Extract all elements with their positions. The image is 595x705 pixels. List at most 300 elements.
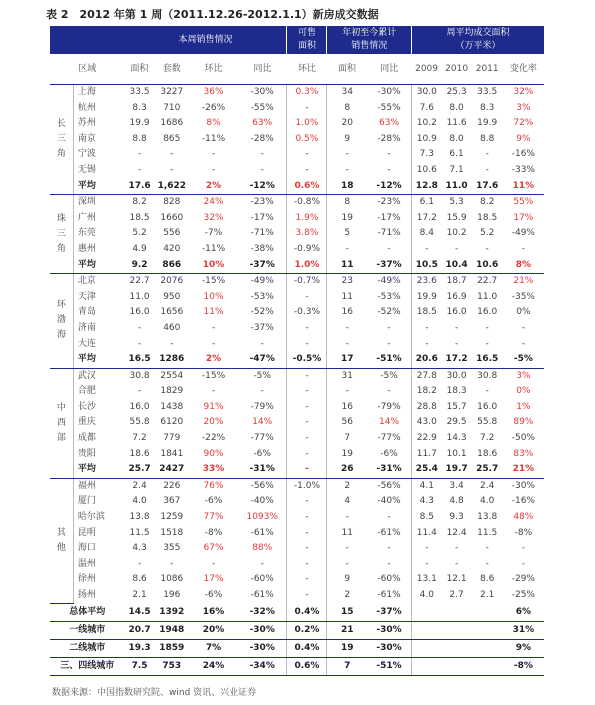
cell-p09: -	[412, 242, 442, 258]
cell-chg: -8%	[514, 527, 533, 538]
city-name: 温州	[73, 557, 124, 573]
cell-area: -	[137, 149, 142, 160]
cell-p10: 14.3	[446, 433, 467, 444]
cell-units: 1829	[160, 386, 184, 397]
table-row	[50, 101, 544, 117]
cell-units: 1286	[155, 352, 189, 368]
header-weekly: 本周销售情况	[125, 26, 287, 54]
cell-avail: -1.0%	[287, 478, 327, 494]
cell-cumyoy: -79%	[377, 401, 401, 412]
summary-blank	[412, 640, 503, 658]
cell-cum: 4	[327, 494, 367, 510]
cell-cumyoy: -23%	[377, 197, 401, 208]
cell-units: 2076	[160, 276, 184, 287]
cell-p10: 16.0	[446, 307, 467, 318]
cell-area: 25.7	[125, 462, 155, 478]
cell-mom: -22%	[201, 433, 226, 444]
cell-cum: -	[327, 557, 367, 573]
cell-area: -	[137, 164, 142, 175]
cell-p11: 8.3	[480, 102, 495, 113]
cell-area: 8.8	[132, 133, 147, 144]
cell-units: 1518	[160, 527, 184, 538]
cell-p10: 9.3	[449, 512, 464, 523]
col-2010: 2010	[442, 54, 472, 85]
table-row	[50, 321, 544, 337]
cell-p09: 4.1	[412, 478, 442, 494]
city-name: 平均	[73, 352, 124, 368]
region-average-row	[50, 179, 544, 195]
cell-area: 22.7	[129, 276, 150, 287]
col-cum-yoy: 同比	[367, 54, 412, 85]
cell-p09: 43.0	[412, 415, 442, 431]
header-group-row	[50, 26, 544, 54]
cell-area: 7.5	[125, 658, 155, 676]
cell-cumyoy: -17%	[377, 212, 401, 223]
cell-p10: 30.0	[446, 370, 467, 381]
cell-p11: 30.8	[477, 370, 498, 381]
cell-yoy: -	[260, 164, 264, 175]
cell-yoy: -60%	[250, 574, 274, 585]
cell-units: 1656	[160, 307, 184, 318]
cell-cumyoy: -12%	[367, 179, 412, 195]
cell-mom: 91%	[203, 401, 224, 412]
cell-yoy: -52%	[250, 307, 274, 318]
cell-yoy: -12%	[238, 179, 287, 195]
cell-p10: 15.9	[446, 212, 467, 223]
cell-cumyoy: -71%	[377, 228, 401, 239]
cell-avail: -	[287, 368, 327, 384]
cell-units: 1660	[160, 212, 184, 223]
cell-mom: 2%	[189, 352, 238, 368]
cell-area: 19.3	[125, 640, 155, 658]
table-row	[50, 541, 544, 557]
cell-cumyoy: -37%	[367, 258, 412, 274]
cell-cumyoy: -	[387, 164, 391, 175]
cell-chg: -	[521, 558, 525, 569]
cell-units: 355	[163, 543, 181, 554]
cell-mom: -11%	[201, 243, 226, 254]
cell-cumyoy: -53%	[377, 291, 401, 302]
cell-yoy: -71%	[250, 228, 274, 239]
cell-area: 7.2	[132, 433, 147, 444]
cell-cumyoy: -28%	[377, 133, 401, 144]
cell-cum: 21	[327, 622, 367, 640]
cell-cum: 9	[327, 572, 367, 588]
cell-p11: 11.5	[477, 527, 498, 538]
cell-chg: -	[521, 543, 525, 554]
cell-avail: 0.6%	[287, 658, 327, 676]
cell-cum: 2	[327, 478, 367, 494]
city-name: 长沙	[73, 400, 124, 416]
cell-mom: 33%	[189, 462, 238, 478]
cell-yoy: -30%	[250, 87, 274, 97]
summary-row	[50, 622, 544, 640]
region-label: 其 他	[50, 478, 73, 603]
city-name: 无锡	[73, 163, 124, 179]
table-row	[50, 572, 544, 588]
table-row	[50, 510, 544, 526]
cell-cumyoy: -51%	[367, 658, 412, 676]
cell-chg: 72%	[513, 118, 534, 129]
city-name: 济南	[73, 321, 124, 337]
cell-cum: 19	[327, 640, 367, 658]
cell-area: 2.1	[132, 590, 147, 600]
cell-area: 11.0	[129, 291, 150, 302]
cell-mom: 67%	[203, 543, 224, 554]
cell-cumyoy: -37%	[367, 604, 412, 622]
cell-p10: 10.1	[446, 448, 467, 459]
city-name: 北京	[73, 274, 124, 290]
city-name: 广州	[73, 211, 124, 227]
cell-mom: -	[211, 338, 216, 349]
cell-units: 2554	[160, 370, 184, 381]
cell-mom: 2%	[189, 179, 238, 195]
col-2009: 2009	[412, 54, 442, 85]
cell-units: 866	[155, 258, 189, 274]
cell-cum: 8	[327, 195, 367, 211]
cell-chg: -16%	[511, 496, 535, 507]
cell-mom: -	[211, 322, 216, 333]
cell-cumyoy: -49%	[377, 276, 401, 287]
cell-p10: 2.7	[449, 590, 464, 600]
cell-units: 2427	[155, 462, 189, 478]
cell-cumyoy: -	[387, 558, 391, 569]
cell-chg: -5%	[503, 352, 544, 368]
cell-units: 3227	[160, 87, 184, 97]
cell-p10: 10.4	[442, 258, 472, 274]
cell-cumyoy: -	[387, 243, 391, 254]
city-name: 扬州	[73, 588, 124, 604]
cell-yoy: -37%	[250, 322, 274, 333]
cell-area: 8.3	[132, 102, 147, 113]
cell-p10: -	[454, 338, 459, 349]
cell-chg: 8%	[503, 258, 544, 274]
cell-p09: 18.5	[412, 305, 442, 321]
housing-sales-table	[50, 26, 544, 676]
city-name: 厦门	[73, 494, 124, 510]
cell-units: 710	[163, 102, 181, 113]
cell-cum: 11	[327, 526, 367, 542]
cell-area: 16.5	[125, 352, 155, 368]
cell-p11: -	[485, 322, 489, 333]
cell-cumyoy: -61%	[377, 590, 401, 600]
cell-avail: 0.3%	[287, 85, 327, 101]
cell-p11: -	[485, 338, 489, 349]
city-name: 成都	[73, 431, 124, 447]
cell-avail: -	[287, 290, 327, 306]
summary-label: 总体平均	[50, 604, 125, 622]
cell-area: 30.8	[129, 370, 150, 381]
cell-yoy: -40%	[250, 496, 274, 507]
cell-chg: -8%	[503, 658, 544, 676]
cell-avail: 0.2%	[287, 622, 327, 640]
cell-p10: 17.2	[442, 352, 472, 368]
cell-p10: 19.7	[442, 462, 472, 478]
cell-p11: 8.2	[480, 197, 495, 208]
cell-units: 367	[163, 496, 181, 507]
cell-area: 55.8	[129, 417, 150, 428]
cell-avail: -0.8%	[287, 195, 327, 211]
cell-mom: -	[211, 386, 216, 397]
cell-p11: 13.8	[477, 512, 498, 523]
cell-units: -	[170, 164, 174, 175]
city-name: 徐州	[73, 572, 124, 588]
cell-cum: 26	[327, 462, 367, 478]
cell-yoy: -53%	[250, 291, 274, 302]
cell-cumyoy: -	[387, 322, 391, 333]
cell-units: 460	[163, 322, 181, 333]
cell-yoy: -61%	[250, 527, 274, 538]
cell-cum: 34	[327, 85, 367, 101]
cell-p11: 4.0	[480, 496, 495, 507]
cell-cumyoy: -	[387, 543, 391, 554]
cell-p10: -	[454, 322, 459, 333]
cell-cum: -	[327, 163, 367, 179]
cell-chg: 3%	[516, 102, 531, 113]
city-name: 苏州	[73, 116, 124, 132]
cell-cum: -	[327, 242, 367, 258]
cell-cumyoy: -56%	[377, 480, 401, 491]
table-row	[50, 400, 544, 416]
cell-cumyoy: -51%	[367, 352, 412, 368]
cell-cum: -	[327, 510, 367, 526]
city-name: 平均	[73, 179, 124, 195]
city-name: 合肥	[73, 384, 124, 400]
header-column-row	[50, 54, 544, 85]
cell-avail: -	[287, 400, 327, 416]
cell-area: 4.0	[132, 496, 147, 507]
col-avail-mom: 环比	[287, 54, 327, 85]
cell-cum: 9	[327, 132, 367, 148]
cell-cumyoy: 14%	[379, 417, 400, 428]
cell-yoy: -30%	[238, 622, 287, 640]
cell-p09: 10.6	[412, 163, 442, 179]
cell-cum: 2	[327, 588, 367, 604]
city-name: 武汉	[73, 368, 124, 384]
cell-units: -	[170, 149, 174, 160]
cell-mom: 16%	[189, 604, 238, 622]
cell-chg: -50%	[511, 433, 535, 444]
cell-chg: -30%	[511, 480, 535, 491]
cell-area: -	[137, 338, 142, 349]
cell-units: 1859	[155, 640, 189, 658]
cell-p11: 33.5	[477, 87, 498, 97]
cell-yoy: -30%	[238, 640, 287, 658]
cell-cum: 23	[327, 274, 367, 290]
cell-chg: 0%	[516, 307, 531, 318]
table-body	[50, 85, 544, 676]
cell-cum: -	[327, 321, 367, 337]
cell-avail: 1.9%	[287, 211, 327, 227]
cell-chg: -25%	[511, 590, 535, 600]
cell-yoy: -6%	[253, 448, 271, 459]
cell-p11: 2.1	[480, 590, 495, 600]
city-name: 海口	[73, 541, 124, 557]
cell-mom: -15%	[201, 370, 226, 381]
table-row	[50, 305, 544, 321]
cell-cumyoy: -	[387, 512, 391, 523]
cell-chg: -49%	[511, 228, 535, 239]
table-row	[50, 415, 544, 431]
cell-p11: 22.7	[477, 276, 498, 287]
cell-yoy: -31%	[238, 462, 287, 478]
cell-p11: 19.9	[477, 118, 498, 129]
summary-blank	[412, 622, 503, 640]
cell-mom: 10%	[189, 258, 238, 274]
cell-area: 2.4	[132, 480, 147, 491]
cell-mom: 7%	[189, 640, 238, 658]
cell-avail: -	[287, 541, 327, 557]
table-row	[50, 368, 544, 384]
cell-p11: 2.4	[480, 480, 495, 491]
cell-cum: 15	[327, 604, 367, 622]
cell-p09: 11.4	[412, 526, 442, 542]
cell-chg: 21%	[513, 276, 534, 287]
cell-area: 33.5	[129, 87, 150, 97]
cell-mom: 36%	[203, 87, 224, 97]
cell-avail: 1.0%	[287, 258, 327, 274]
cell-chg: 11%	[503, 179, 544, 195]
col-yoy: 同比	[238, 54, 287, 85]
cell-cumyoy: -61%	[377, 527, 401, 538]
cell-avail: -	[287, 337, 327, 353]
cell-p10: 7.1	[449, 164, 464, 175]
cell-p11: 16.5	[472, 352, 503, 368]
cell-p10: 5.3	[449, 197, 464, 208]
cell-p10: 8.0	[449, 133, 464, 144]
header-cumulative: 年初至今累计 销售情况	[327, 26, 412, 54]
cell-mom: 17%	[203, 574, 224, 585]
summary-row	[50, 640, 544, 658]
cell-p11: -	[485, 386, 489, 397]
cell-avail: 1.0%	[287, 116, 327, 132]
col-2011: 2011	[472, 54, 503, 85]
cell-area: -	[137, 322, 142, 333]
table-row	[50, 195, 544, 211]
summary-label: 一线城市	[50, 622, 125, 640]
cell-avail: -	[287, 526, 327, 542]
cell-area: 18.6	[129, 448, 150, 459]
cell-cum: 16	[327, 305, 367, 321]
cell-avail: 0.5%	[287, 132, 327, 148]
city-name: 哈尔滨	[73, 510, 124, 526]
table-row	[50, 290, 544, 306]
cell-p11: -	[485, 164, 489, 175]
cell-p10: 11.6	[446, 118, 467, 129]
cell-avail: -0.9%	[287, 242, 327, 258]
header-weekly-avg-area: 周平均成交面积 （万平米）	[412, 26, 544, 54]
cell-p11: 18.6	[477, 448, 498, 459]
cell-mom: -8%	[204, 527, 223, 538]
cell-cum: 17	[327, 352, 367, 368]
cell-p09: 7.6	[412, 101, 442, 117]
header-blank	[50, 26, 125, 54]
cell-units: 1086	[160, 574, 184, 585]
cell-chg: -35%	[511, 291, 535, 302]
cell-units: 1,622	[155, 179, 189, 195]
cell-area: -	[137, 558, 142, 569]
table-row	[50, 526, 544, 542]
cell-p11: 55.8	[477, 417, 498, 428]
cell-avail: -	[287, 447, 327, 463]
cell-yoy: -49%	[250, 276, 274, 287]
cell-p10: 29.5	[446, 417, 467, 428]
cell-cum: 56	[327, 415, 367, 431]
cell-avail: 0.4%	[287, 640, 327, 658]
cell-yoy: -23%	[250, 197, 274, 208]
cell-cum: 19	[327, 211, 367, 227]
cell-p09: 23.6	[412, 274, 442, 290]
cell-cum: 5	[327, 226, 367, 242]
table-row	[50, 147, 544, 163]
col-mom: 环比	[189, 54, 238, 85]
col-region: 区域	[50, 54, 125, 85]
table-row	[50, 431, 544, 447]
cell-yoy: -	[260, 338, 264, 349]
cell-cum: 11	[327, 258, 367, 274]
city-name: 东莞	[73, 226, 124, 242]
cell-p11: 17.6	[472, 179, 503, 195]
cell-yoy: 14%	[252, 417, 273, 428]
table-row	[50, 242, 544, 258]
cell-mom: 77%	[203, 512, 224, 523]
cell-yoy: -55%	[250, 102, 274, 113]
summary-row	[50, 604, 544, 622]
cell-cum: 20	[327, 116, 367, 132]
cell-yoy: 1093%	[246, 512, 278, 523]
region-label: 环 渤 海	[50, 274, 73, 369]
cell-avail: -	[287, 557, 327, 573]
cell-yoy: -38%	[250, 243, 274, 254]
data-source-note: 数据来源：中国指数研究院、wind 资讯、兴业证券	[52, 688, 257, 698]
cell-yoy: -	[260, 149, 264, 160]
cell-cumyoy: -60%	[377, 574, 401, 585]
cell-units: 950	[163, 291, 181, 302]
cell-avail: -	[287, 494, 327, 510]
cell-units: 196	[163, 590, 181, 600]
summary-label: 三、四线城市	[50, 658, 125, 676]
cell-chg: 6%	[503, 604, 544, 622]
cell-p09: 17.2	[412, 211, 442, 227]
cell-chg: 32%	[513, 87, 534, 97]
cell-chg: 55%	[513, 197, 534, 208]
cell-p10: 12.4	[446, 527, 467, 538]
cell-cum: 7	[327, 431, 367, 447]
cell-chg: 48%	[513, 512, 534, 523]
region-average-row	[50, 352, 544, 368]
table-row	[50, 132, 544, 148]
cell-chg: 17%	[513, 212, 534, 223]
cell-p10: 15.7	[446, 401, 467, 412]
region-label: 长 三 角	[50, 85, 73, 195]
table-title: 表 2 2012 年第 1 周（2011.12.26-2012.1.1）新房成交数据	[46, 8, 379, 21]
city-name: 宁波	[73, 147, 124, 163]
cell-area: 19.9	[129, 118, 150, 129]
cell-cumyoy: -30%	[367, 622, 412, 640]
cell-avail: -0.5%	[287, 352, 327, 368]
city-name: 上海	[73, 85, 124, 101]
cell-p09: 30.0	[412, 85, 442, 101]
cell-yoy: -34%	[238, 658, 287, 676]
cell-mom: -6%	[204, 590, 223, 600]
city-name: 平均	[73, 462, 124, 478]
cell-yoy: -56%	[250, 480, 274, 491]
cell-yoy: -5%	[253, 370, 271, 381]
cell-cum: -	[327, 384, 367, 400]
cell-cum: 18	[327, 179, 367, 195]
summary-row	[50, 658, 544, 676]
cell-area: 13.8	[129, 512, 150, 523]
